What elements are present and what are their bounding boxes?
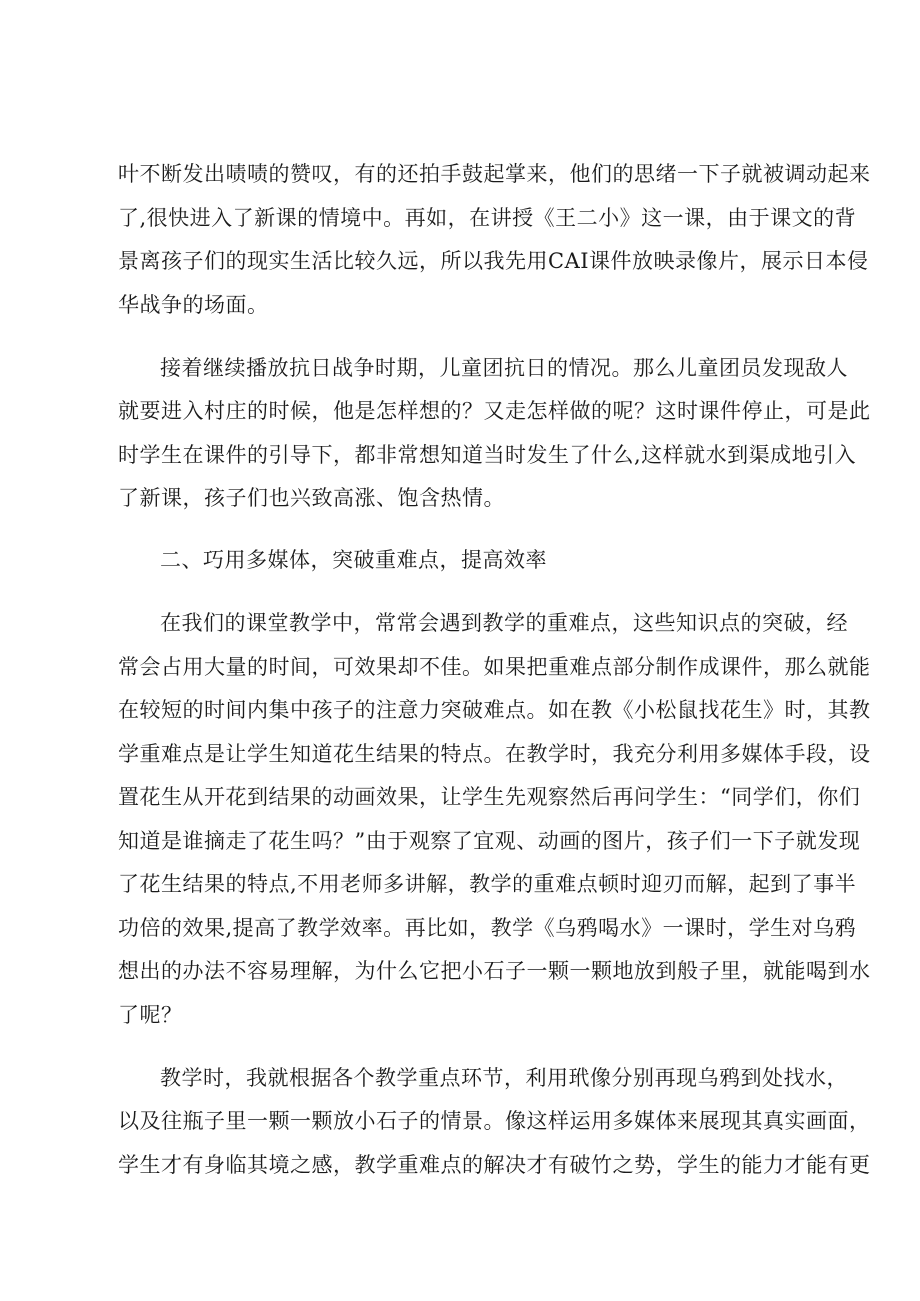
paragraph-line: 就要进入村庄的时候，他是怎样想的？又走怎样做的呢？这时课件停止，可是此 xyxy=(118,399,871,423)
paragraph-line: 叶不断发出啧啧的赞叹，有的还拍手鼓起掌来，他们的思绪一下子就被调动起来 xyxy=(118,162,871,186)
paragraph-line: 了,很快进入了新课的情境中。再如，在讲授《王二小》这一课，由于课文的背 xyxy=(118,206,857,230)
paragraph-line: 想出的办法不容易理解，为什么它把小石子一颗一颗地放到般子里，就能喝到水 xyxy=(118,959,871,983)
paragraph-line: 以及往瓶子里一颗一颗放小石子的情景。像这样运用多媒体来展现其真实画面， xyxy=(118,1109,871,1133)
paragraph-line: 了花生结果的特点,不用老师多讲解，教学的重难点顿时迎刃而解，起到了事半 xyxy=(118,872,857,896)
paragraph-line: 功倍的效果,提高了教学效率。再比如，教学《乌鸦喝水》一课时，学生对乌鸦 xyxy=(118,916,857,940)
paragraph-line: 在我们的课堂教学中，常常会遇到教学的重难点，这些知识点的突破，经 xyxy=(160,611,848,635)
paragraph-line: 时学生在课件的引导下，都非常想知道当时发生了什么,这样就水到渠成地引入 xyxy=(118,443,857,467)
paragraph-line: 知道是谁摘走了花生吗？”由于观察了宜观、动画的图片，孩子们一下子就发现 xyxy=(118,829,861,853)
paragraph-line: 了新课，孩子们也兴致高涨、饱含热情。 xyxy=(118,486,505,510)
paragraph-line: 常会占用大量的时间，可效果却不佳。如果把重难点部分制作成课件，那么就能 xyxy=(118,655,871,679)
paragraph-line: 学生才有身临其境之感，教学重难点的解决才有破竹之势，学生的能力才能有更 xyxy=(118,1153,871,1177)
paragraph-line: 教学时，我就根据各个教学重点环节，利用玳像分别再现乌鸦到处找水， xyxy=(160,1066,848,1090)
section-heading-text: 二、巧用多媒体，突破重难点，提高效率 xyxy=(160,548,547,572)
paragraph-line: 了呢？ xyxy=(118,1003,183,1027)
paragraph-line: 置花生从开花到结果的动画效果，让学生先观察然后再问学生：“同学们，你们 xyxy=(118,785,861,809)
paragraph-line: 在较短的时间内集中孩子的注意力突破难点。如在教《小松鼠找花生》时，其教 xyxy=(118,698,871,722)
paragraph-line: 景离孩子们的现实生活比较久远，所以我先用CAI课件放映录像片，展示日本侵 xyxy=(118,249,869,273)
paragraph-line: 学重难点是让学生知道花生结果的特点。在教学时，我充分利用多媒体手段，设 xyxy=(118,742,871,766)
paragraph-line: 接着继续播放抗日战争时期，儿童团抗日的情况。那么儿童团员发现敌人 xyxy=(160,356,848,380)
paragraph-line: 华战争的场面。 xyxy=(118,293,269,317)
